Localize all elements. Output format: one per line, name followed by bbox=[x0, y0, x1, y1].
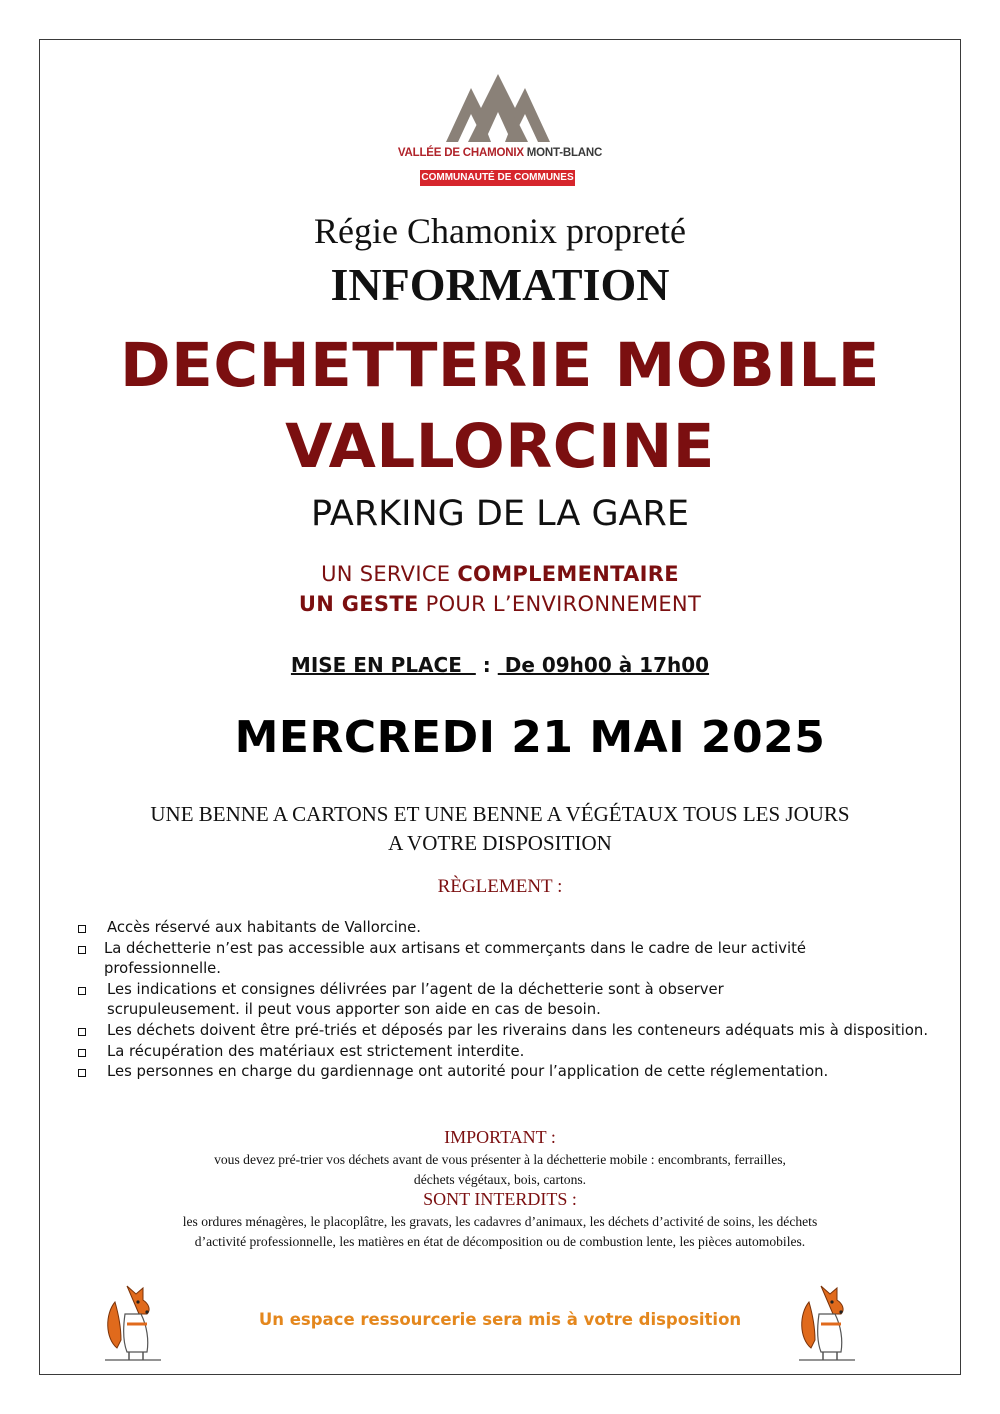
list-item: La déchetterie n’est pas accessible aux artisans et commerçants dans le cadre de leur activité professionnelle. bbox=[76, 939, 966, 980]
checkbox-bullet-icon bbox=[78, 1028, 86, 1036]
important-line-1: vous devez pré-trier vos déchets avant de vous présenter à la déchetterie mobile : encombrants, ferrailles, bbox=[214, 1152, 786, 1167]
checkbox-bullet-icon bbox=[78, 1049, 86, 1057]
hours bbox=[0, 653, 1000, 677]
list-item: Accès réservé aux habitants de Vallorcine. bbox=[76, 918, 966, 939]
slogan-bold-2: UN GESTE bbox=[298, 592, 419, 616]
benne-info bbox=[30, 800, 970, 858]
logo-band: COMMUNAUTÉ DE COMMUNES bbox=[420, 170, 575, 186]
reglement-title: RÈGLEMENT : bbox=[437, 876, 563, 897]
slogan-bold: COMPLEMENTAIRE bbox=[457, 562, 679, 586]
slogan-line-2 bbox=[0, 592, 1000, 616]
list-item: Les indications et consignes délivrées par l’agent de la déchetterie sont à observer scrupuleusement. il peut vous apporter son aide en cas de besoin. bbox=[76, 980, 966, 1021]
title-line-1: DECHETTERIE MOBILE bbox=[120, 330, 880, 401]
interdits-line-1: les ordures ménagères, le placoplâtre, les gravats, les cadavres d’animaux, les déchets d’activité de soins, les déchets bbox=[182, 1214, 818, 1229]
logo-name-red: VALLÉE DE CHAMONIX bbox=[397, 147, 524, 159]
checkbox-bullet-icon bbox=[78, 1069, 86, 1077]
hours-separator: : bbox=[475, 653, 498, 677]
logo-name-dark: MONT-BLANC bbox=[526, 147, 603, 159]
hours-label: MISE EN PLACE bbox=[290, 653, 476, 677]
benne-line-1: UNE BENNE A CARTONS ET UNE BENNE A VÉGÉTAUX TOUS LES JOURS bbox=[150, 802, 850, 826]
event-date: MERCREDI 21 MAI 2025 bbox=[234, 712, 826, 763]
important-line-2: déchets végétaux, bois, cartons. bbox=[413, 1172, 587, 1187]
title-line-2: VALLORCINE bbox=[285, 411, 715, 482]
slogan-suffix: POUR L’ENVIRONNEMENT bbox=[418, 592, 702, 616]
list-item: Les personnes en charge du gardiennage ont autorité pour l’application de cette réglementation. bbox=[76, 1062, 966, 1083]
interdits-title: SONT INTERDITS : bbox=[423, 1189, 577, 1209]
interdits-text bbox=[30, 1212, 970, 1252]
slogan-prefix: UN SERVICE bbox=[321, 562, 458, 586]
list-item: La récupération des matériaux est strictement interdite. bbox=[76, 1042, 966, 1063]
location: PARKING DE LA GARE bbox=[311, 494, 689, 534]
rules-list bbox=[76, 918, 966, 1083]
list-item: Les déchets doivent être pré-triés et déposés par les riverains dans les conteneurs adéquats mis à disposition. bbox=[76, 1021, 966, 1042]
footer-message: Un espace ressourcerie sera mis à votre disposition bbox=[258, 1310, 742, 1329]
important-text bbox=[0, 1150, 1000, 1190]
mountain-logo-icon bbox=[446, 70, 550, 144]
interdits-line-2: d’activité professionnelle, les matières en état de décomposition ou de combustion lente, les pièces automobiles. bbox=[194, 1234, 806, 1249]
slogan-line-1 bbox=[0, 562, 1000, 586]
hours-value: De 09h00 à 17h00 bbox=[497, 653, 710, 677]
organization-name: Régie Chamonix propreté bbox=[314, 211, 686, 251]
benne-line-2: A VOTRE DISPOSITION bbox=[388, 831, 612, 855]
checkbox-bullet-icon bbox=[78, 925, 86, 933]
checkbox-bullet-icon bbox=[78, 987, 86, 995]
important-title: IMPORTANT : bbox=[444, 1127, 556, 1147]
logo-name bbox=[380, 147, 620, 159]
information-heading: INFORMATION bbox=[330, 259, 670, 310]
checkbox-bullet-icon bbox=[78, 946, 86, 954]
